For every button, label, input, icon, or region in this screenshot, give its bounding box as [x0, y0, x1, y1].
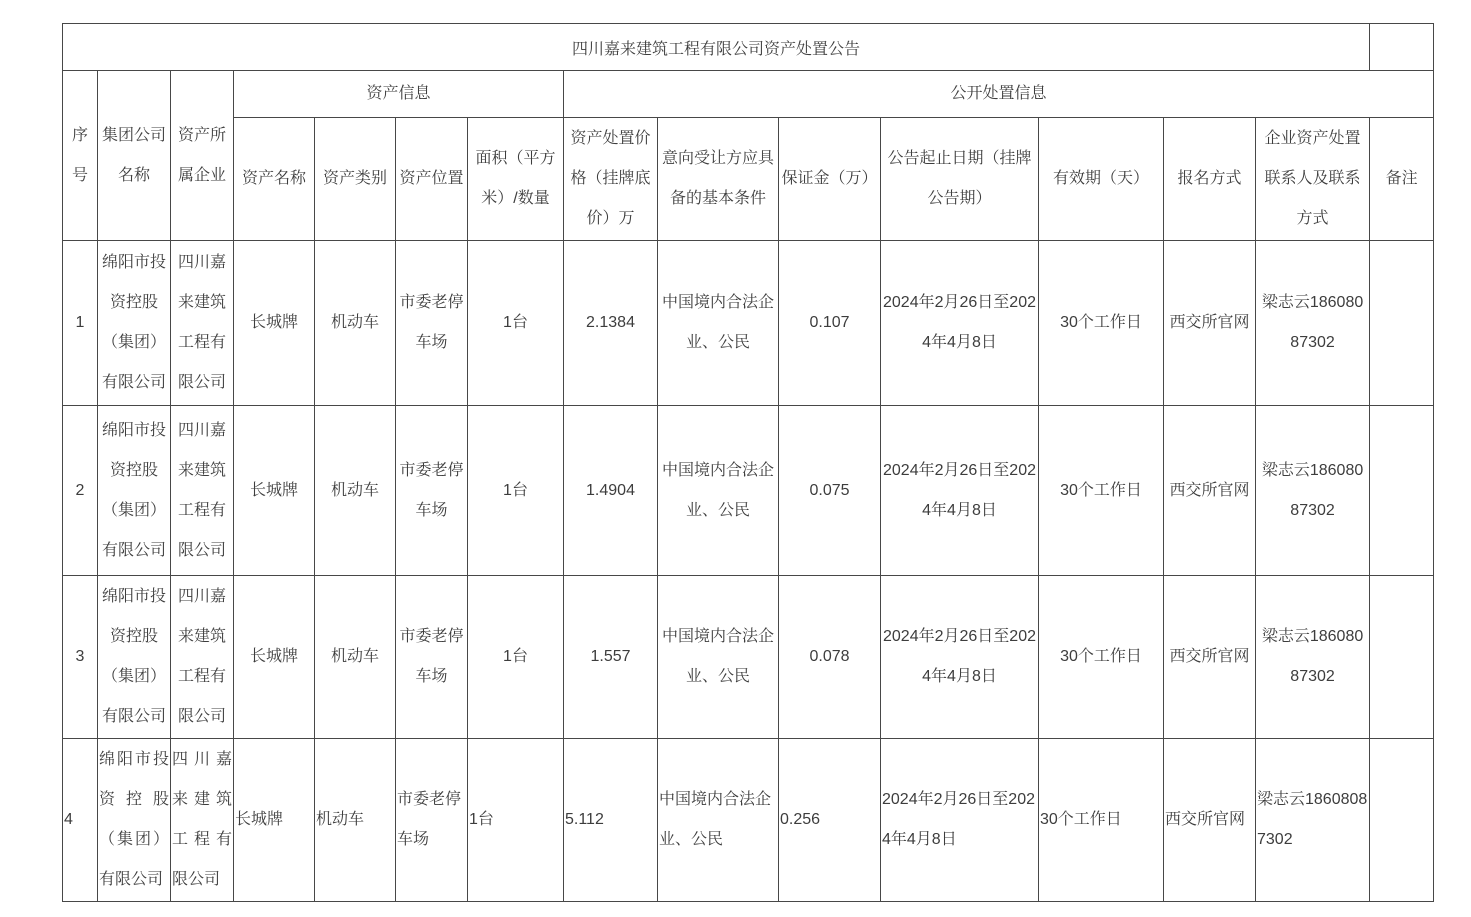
registration-cell: 西交所官网 [1164, 739, 1256, 902]
seq-cell: 2 [63, 406, 98, 576]
asset-type-cell: 机动车 [315, 241, 396, 406]
header-area-qty: 面积（平方米）/数量 [468, 118, 564, 241]
conditions-cell: 中国境内合法企业、公民 [658, 406, 779, 576]
owner-enterprise-cell: 四川嘉来建筑工程有限公司 [171, 576, 234, 739]
registration-cell: 西交所官网 [1164, 576, 1256, 739]
conditions-cell: 中国境内合法企业、公民 [658, 576, 779, 739]
price-cell: 5.112 [564, 739, 658, 902]
validity-cell: 30个工作日 [1039, 241, 1164, 406]
header-seq: 序号 [63, 71, 98, 241]
period-cell: 2024年2月26日至2024年4月8日 [881, 739, 1039, 902]
header-asset-name: 资产名称 [234, 118, 315, 241]
owner-enterprise-cell: 四川嘉来建筑工程有限公司 [171, 241, 234, 406]
group-company-cell: 绵阳市投资控股（集团）有限公司 [98, 576, 171, 739]
title-row [63, 24, 1434, 71]
asset-location-cell: 市委老停车场 [396, 739, 468, 902]
header-asset-info-group: 资产信息 [234, 71, 564, 118]
asset-name-cell: 长城牌 [234, 241, 315, 406]
remark-cell [1370, 739, 1434, 902]
area-qty-cell: 1台 [468, 576, 564, 739]
period-cell: 2024年2月26日至2024年4月8日 [881, 406, 1039, 576]
header-owner-enterprise: 资产所属企业 [171, 71, 234, 241]
asset-name-cell: 长城牌 [234, 739, 315, 902]
period-cell: 2024年2月26日至2024年4月8日 [881, 241, 1039, 406]
title-row-empty-cell [1370, 24, 1434, 71]
table-row-4 [63, 739, 1434, 902]
conditions-cell: 中国境内合法企业、公民 [658, 739, 779, 902]
deposit-cell: 0.078 [779, 576, 881, 739]
registration-cell: 西交所官网 [1164, 241, 1256, 406]
page-title: 四川嘉来建筑工程有限公司资产处置公告 [63, 24, 1370, 71]
table-row-2 [63, 406, 1434, 576]
area-qty-cell: 1台 [468, 406, 564, 576]
header-validity: 有效期（天） [1039, 118, 1164, 241]
remark-cell [1370, 241, 1434, 406]
seq-cell: 1 [63, 241, 98, 406]
seq-cell: 4 [63, 739, 98, 902]
asset-type-cell: 机动车 [315, 739, 396, 902]
remark-cell [1370, 406, 1434, 576]
header-asset-type: 资产类别 [315, 118, 396, 241]
header-group-row [63, 71, 1434, 118]
contact-cell: 梁志云18608087302 [1256, 241, 1370, 406]
deposit-cell: 0.256 [779, 739, 881, 902]
header-columns-row [63, 118, 1434, 241]
owner-enterprise-cell: 四川嘉来建筑工程有限公司 [171, 739, 234, 902]
asset-location-cell: 市委老停车场 [396, 406, 468, 576]
registration-cell: 西交所官网 [1164, 406, 1256, 576]
contact-cell: 梁志云18608087302 [1256, 576, 1370, 739]
asset-name-cell: 长城牌 [234, 576, 315, 739]
price-cell: 1.557 [564, 576, 658, 739]
contact-cell: 梁志云18608087302 [1256, 406, 1370, 576]
price-cell: 2.1384 [564, 241, 658, 406]
validity-cell: 30个工作日 [1039, 739, 1164, 902]
contact-cell: 梁志云18608087302 [1256, 739, 1370, 902]
asset-disposal-table [62, 23, 1434, 902]
header-deposit: 保证金（万） [779, 118, 881, 241]
header-asset-location: 资产位置 [396, 118, 468, 241]
validity-cell: 30个工作日 [1039, 576, 1164, 739]
owner-enterprise-cell: 四川嘉来建筑工程有限公司 [171, 406, 234, 576]
seq-cell: 3 [63, 576, 98, 739]
asset-type-cell: 机动车 [315, 406, 396, 576]
asset-type-cell: 机动车 [315, 576, 396, 739]
asset-location-cell: 市委老停车场 [396, 241, 468, 406]
header-contact: 企业资产处置联系人及联系方式 [1256, 118, 1370, 241]
deposit-cell: 0.107 [779, 241, 881, 406]
table-row-3 [63, 576, 1434, 739]
asset-location-cell: 市委老停车场 [396, 576, 468, 739]
group-company-cell: 绵阳市投资控股（集团）有限公司 [98, 241, 171, 406]
asset-name-cell: 长城牌 [234, 406, 315, 576]
remark-cell [1370, 576, 1434, 739]
conditions-cell: 中国境内合法企业、公民 [658, 241, 779, 406]
header-group-company: 集团公司名称 [98, 71, 171, 241]
table-row-1 [63, 241, 1434, 406]
deposit-cell: 0.075 [779, 406, 881, 576]
header-period: 公告起止日期（挂牌公告期） [881, 118, 1039, 241]
header-conditions: 意向受让方应具备的基本条件 [658, 118, 779, 241]
header-price: 资产处置价格（挂牌底价）万 [564, 118, 658, 241]
group-company-cell: 绵阳市投资控股（集团）有限公司 [98, 406, 171, 576]
group-company-cell: 绵阳市投资控股（集团）有限公司 [98, 739, 171, 902]
area-qty-cell: 1台 [468, 739, 564, 902]
validity-cell: 30个工作日 [1039, 406, 1164, 576]
header-remark: 备注 [1370, 118, 1434, 241]
header-public-disposal-group: 公开处置信息 [564, 71, 1434, 118]
area-qty-cell: 1台 [468, 241, 564, 406]
price-cell: 1.4904 [564, 406, 658, 576]
period-cell: 2024年2月26日至2024年4月8日 [881, 576, 1039, 739]
header-registration: 报名方式 [1164, 118, 1256, 241]
